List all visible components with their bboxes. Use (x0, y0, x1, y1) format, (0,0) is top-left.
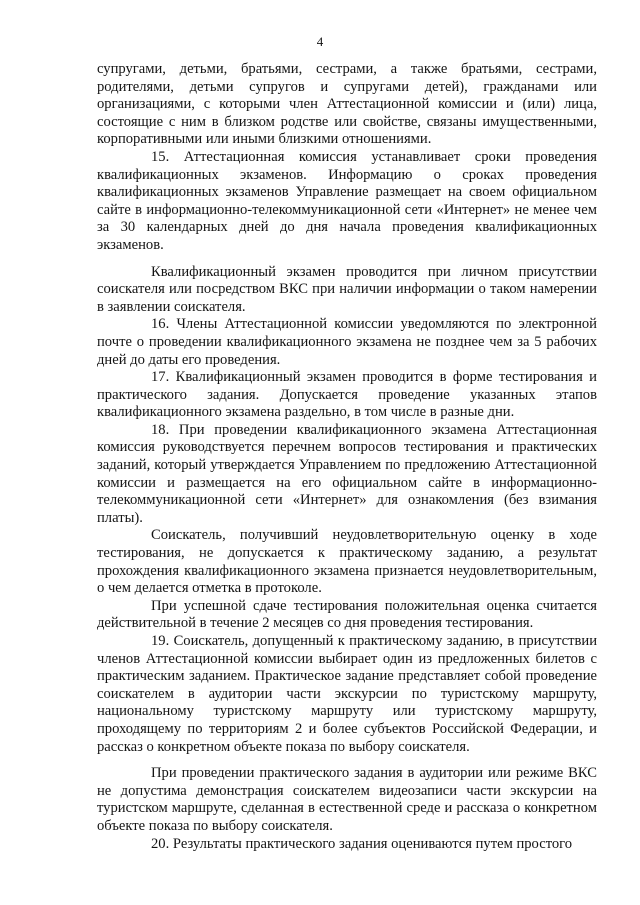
paragraph-test-validity: При успешной сдаче тестирования положительная оценка считается действительной в течение 2 месяцев со дня проведения тестирования. (97, 597, 597, 632)
paragraph-17: 17. Квалификационный экзамен проводится в форме тестирования и практического задания. Допускается проведение указанных этапов квалификационного экзамена раздельно, в том числе в разные дни. (97, 369, 597, 421)
document-body (97, 61, 597, 853)
paragraph-18: 18. При проведении квалификационного экзамена Аттестационная комиссия руководствуется перечнем вопросов тестирования и практических заданий, который утверждается Управлением по предложению Аттестационной комиссии и размещается на его официальном сайте в информационно-телекоммуникационной сети «Интернет» для ознакомления (без взимания платы). (97, 421, 597, 526)
paragraph-exam-presence: Квалификационный экзамен проводится при личном присутствии соискателя или посредством ВКС при наличии информации о таком намерении в заявлении соискателя. (97, 263, 597, 315)
paragraph-unsatisfactory-result: Соискатель, получивший неудовлетворительную оценку в ходе тестирования, не допускается к практическому заданию, а результат прохождения квалификационного экзамена признается неудовлетворительным, о чем делается отметка в протоколе. (97, 527, 597, 597)
paragraph-continuation: супругами, детьми, братьями, сестрами, а также братьями, сестрами, родителями, детьми супругов и супругами детей), гражданами или организациями, с которыми член Аттестационной комиссии и (или) лица, состоящие с ним в близком родстве или свойстве, связаны имущественными, корпоративными или иными близкими отношениями. (97, 61, 597, 148)
paragraph-19: 19. Соискатель, допущенный к практическому заданию, в присутствии членов Аттестационной комиссии выбирает один из предложенных билетов с практическим заданием. Практическое задание представляет собой проведение соискателем в аудитории части экскурсии по туристскому маршруту, национальному туристскому маршруту или туристскому маршруту, проходящему по территориям 2 и более субъектов Российской Федерации, и рассказ о конкретном объекте показа по выбору соискателя. (97, 633, 597, 755)
paragraph-20: 20. Результаты практического задания оцениваются путем простого (151, 835, 573, 852)
page-number: 4 (316, 34, 324, 49)
paragraph-16: 16. Члены Аттестационной комиссии уведомляются по электронной почте о проведении квалификационного экзамена не позднее чем за 5 рабочих дней до даты его проведения. (97, 316, 597, 368)
paragraph-video-restriction: При проведении практического задания в аудитории или режиме ВКС не допустима демонстрация соискателем видеозаписи части экскурсии на туристском маршруте, сделанная в естественной среде и рассказа о конкретном объекте показа по выбору соискателя. (97, 765, 597, 834)
paragraph-15: 15. Аттестационная комиссия устанавливает сроки проведения квалификационных экзаменов. Информацию о сроках проведения квалификационных экзаменов Управление размещает на своем официальном сайте в информационно-телекоммуникационной сети «Интернет» не менее чем за 30 календарных дней до дня начала проведения квалификационных экзаменов. (97, 148, 597, 253)
